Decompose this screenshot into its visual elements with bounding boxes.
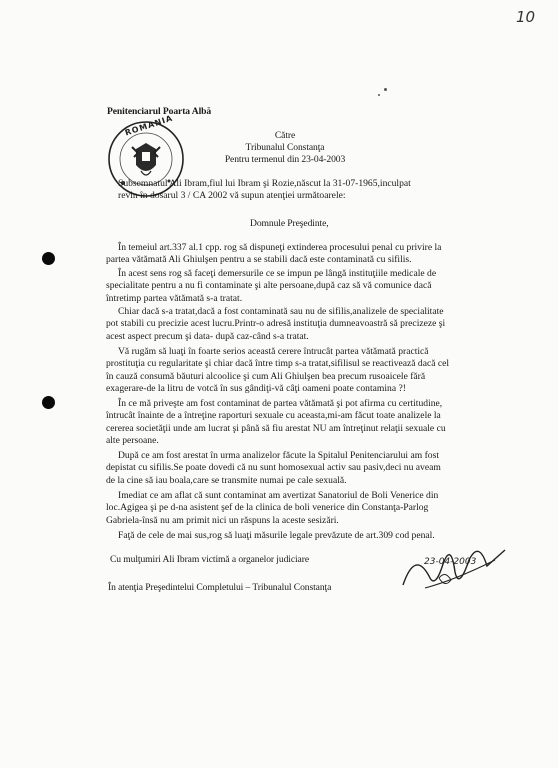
recipient-to: Către bbox=[274, 130, 296, 141]
paragraph-line: în cauză consumă băuturi alcoolice şi cum Ali Ghiulşen bea precum rusoaicele fără bbox=[106, 370, 426, 382]
intro-line: Subsemnatul Ali Ibram,fiul lui Ibram şi Rozie,născut la 31-07-1965,inculpat bbox=[118, 178, 411, 189]
paragraph-line: După ce am fost arestat în urma analizelor făcute la Spitalul Penitenciarului am fost bbox=[118, 450, 440, 461]
footer-note: În atenţia Preşedintelui Completului – Tribunalul Constanţa bbox=[108, 582, 332, 593]
paragraph-line: cererea societăţii unde am lucrat şi până să fiu arestat NU am întreţinut relaţii sexuale cu bbox=[106, 422, 446, 434]
paragraph-line: loc.Agigea şi pe d-na asistent şef de la clinica de boli venerice din Constanţa-Parlog bbox=[106, 502, 429, 514]
scan-mark bbox=[384, 88, 387, 91]
paragraph-line: Gabriela-însă nu am primit nici un răspuns la aceste sesizări. bbox=[106, 514, 339, 526]
recipient-term: Pentru termenul din 23-04-2003 bbox=[224, 154, 346, 165]
intro bbox=[118, 178, 411, 203]
paragraph-2 bbox=[106, 268, 436, 305]
punch-hole bbox=[42, 252, 55, 265]
intro-line: revin în dosarul 3 / CA 2002 vă supun atenţiei următoarele: bbox=[118, 190, 346, 202]
page-number: 10 bbox=[516, 8, 536, 26]
paragraph-1 bbox=[106, 242, 441, 267]
punch-hole bbox=[42, 396, 55, 409]
paragraph-line: întretimp partea vătămată s-a tratat. bbox=[106, 292, 243, 304]
signature-date: 23-04-2003 bbox=[424, 557, 477, 567]
paragraph-line: pot stabili cu precizie acest lucru.Printr-o adresă instituţia dumneavoastră să precizeze şi bbox=[106, 318, 446, 330]
paragraph-line: acest aspect precum şi data- după caz-când s-a tratat. bbox=[106, 330, 309, 342]
closing: Cu mulţumiri Ali Ibram victimă a organelor judiciare bbox=[110, 554, 309, 565]
paragraph-7 bbox=[106, 490, 438, 527]
paragraph-4 bbox=[106, 346, 449, 396]
paragraph-line: Vă rugăm să luaţi în foarte serios această cerere întrucât partea vătămată practică bbox=[118, 346, 429, 357]
paragraph-8 bbox=[106, 530, 435, 542]
paragraph-line: În acest sens rog să faceţi demersurile ce se impun pe lângă instituţiile medicale de bbox=[118, 268, 437, 279]
paragraph-6 bbox=[106, 450, 441, 487]
paragraph-line: specialitate pentru a nu fi contaminate şi alte persoane,după caz să vă comunice dacă bbox=[106, 280, 432, 292]
paragraph-line: depistat cu sifilis.Se poate dovedi că nu sunt homosexual activ sau pasiv,deci nu aveam bbox=[106, 462, 441, 474]
stamp-text: ROMANIA bbox=[123, 113, 175, 138]
paragraph-line: de la cine să iau boala,care se transmite numai pe cale sexuală. bbox=[106, 474, 347, 486]
sender: Penitenciarul Poarta Albă bbox=[107, 106, 212, 117]
paragraph-line: exagerare-de la litru de votcă în sus gândiţi-vă câţi oameni poate contamina ?! bbox=[106, 383, 406, 395]
recipient-court: Tribunalul Constanţa bbox=[245, 142, 325, 153]
paragraph-line: Faţă de cele de mai sus,rog să luaţi măsurile legale prevăzute de art.309 cod penal. bbox=[118, 530, 435, 541]
paragraph-3 bbox=[106, 306, 445, 343]
paragraph-line: În ce mă priveşte am fost contaminat de partea vătămată şi pot afirma cu certitudine, bbox=[118, 398, 443, 409]
paragraph-line: Imediat ce am aflat că sunt contaminat am avertizat Sanatoriul de Boli Venerice din bbox=[118, 490, 439, 501]
paragraph-line: întrucât înainte de a întreţine raporturi sexuale cu aceasta,mi-am făcut toate analizele la bbox=[106, 410, 441, 422]
paragraph-line: partea vătămată Ali Ghiulşen pentru a se stabili dacă este contaminată cu sifilis. bbox=[106, 254, 412, 266]
scan-mark bbox=[378, 94, 380, 96]
paragraph-line: alte persoane. bbox=[106, 435, 159, 447]
paragraph-line: În temeiul art.337 al.1 cpp. rog să dispuneţi extinderea procesului penal cu privire la bbox=[118, 242, 442, 253]
paragraph-line: prostituţia cu regularitate şi chiar dacă între timp s-a tratat,sifilisul se reactivează dacă cel bbox=[106, 358, 450, 370]
paragraph-line: Chiar dacă s-a tratat,dacă a fost contaminată sau nu de sifilis,analizele de specialitate bbox=[118, 306, 444, 317]
salutation: Domnule Preşedinte, bbox=[250, 218, 329, 229]
paragraph-5 bbox=[106, 398, 446, 448]
